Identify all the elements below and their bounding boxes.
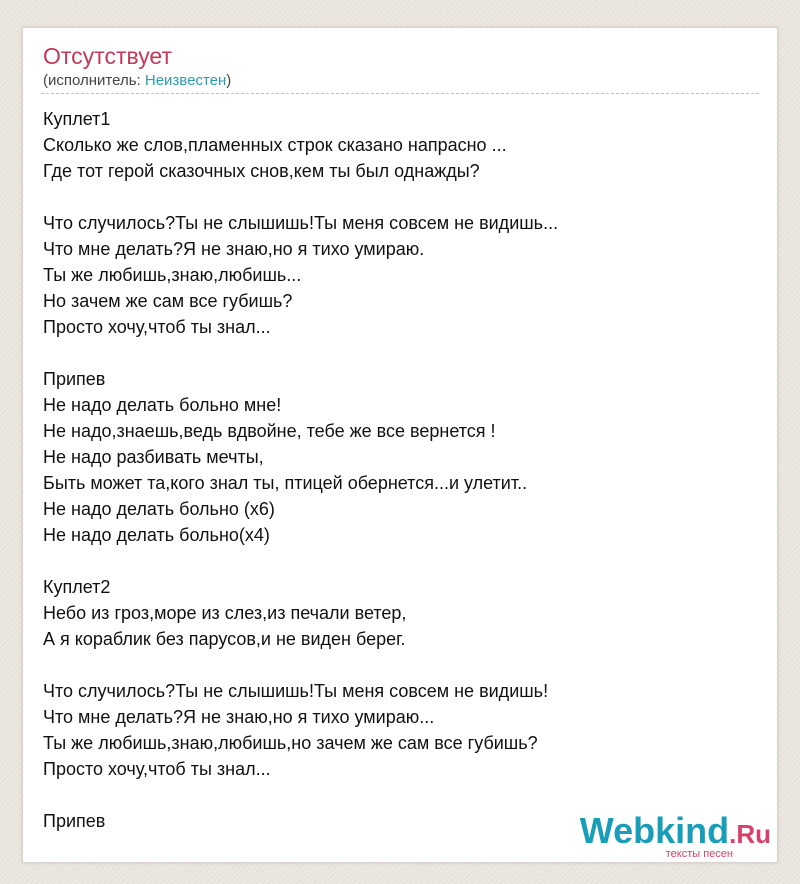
- lyric-line: Что случилось?Ты не слышишь!Ты меня совсем не видишь!: [43, 681, 549, 701]
- lyric-line: Что мне делать?Я не знаю,но я тихо умираю.: [43, 239, 425, 259]
- lyric-blank-line: [43, 340, 759, 366]
- lyric-line: Что мне делать?Я не знаю,но я тихо умираю...: [43, 707, 435, 727]
- artist-suffix: ): [226, 72, 232, 89]
- lyric-line: Припев: [43, 811, 106, 831]
- lyric-line: Сколько же слов,пламенных строк сказано напрасно ...: [43, 135, 507, 155]
- lyric-line: Куплет2: [43, 577, 111, 597]
- lyric-blank-line: [43, 184, 759, 210]
- title-divider: [41, 93, 759, 94]
- lyric-blank-line: [43, 782, 759, 808]
- logo-word: Webkind: [579, 810, 730, 851]
- lyric-line: Ты же любишь,знаю,любишь,но зачем же сам все губишь?: [43, 733, 538, 753]
- lyric-line: Не надо делать больно(х4): [43, 525, 270, 545]
- lyric-blank-line: [43, 652, 759, 678]
- lyric-line: Припев: [43, 369, 106, 389]
- lyrics-card: [22, 27, 778, 863]
- artist-line: [43, 72, 231, 90]
- lyric-line: А я кораблик без парусов,и не виден берег.: [43, 629, 406, 649]
- lyric-line: Просто хочу,чтоб ты знал...: [43, 759, 271, 779]
- artist-link[interactable]: Неизвестен: [144, 72, 227, 89]
- lyric-line: Быть может та,кого знал ты, птицей обернется...и улетит..: [43, 473, 528, 493]
- lyric-line: Не надо разбивать мечты,: [43, 447, 264, 467]
- lyric-blank-line: [43, 548, 759, 574]
- lyrics-text: [43, 106, 759, 834]
- logo-tld: .Ru: [729, 819, 771, 849]
- lyric-line: Ты же любишь,знаю,любишь...: [43, 265, 302, 285]
- site-logo[interactable]: [580, 812, 771, 860]
- lyric-line: Не надо,знаешь,ведь вдвойне, тебе же все вернется !: [43, 421, 496, 441]
- lyric-line: Где тот герой сказочных снов,кем ты был однажды?: [43, 161, 480, 181]
- logo-tagline: тексты песен: [665, 848, 733, 860]
- lyric-line: Куплет1: [43, 109, 111, 129]
- artist-prefix: (исполнитель:: [43, 72, 145, 89]
- lyric-line: Что случилось?Ты не слышишь!Ты меня совсем не видишь...: [43, 213, 559, 233]
- lyric-line: Небо из гроз,море из слез,из печали ветер,: [43, 603, 407, 623]
- lyric-line: Не надо делать больно (х6): [43, 499, 275, 519]
- lyric-line: Просто хочу,чтоб ты знал...: [43, 317, 271, 337]
- lyric-line: Но зачем же сам все губишь?: [43, 291, 293, 311]
- song-title: Отсутствует: [43, 43, 172, 69]
- lyric-line: Не надо делать больно мне!: [43, 395, 282, 415]
